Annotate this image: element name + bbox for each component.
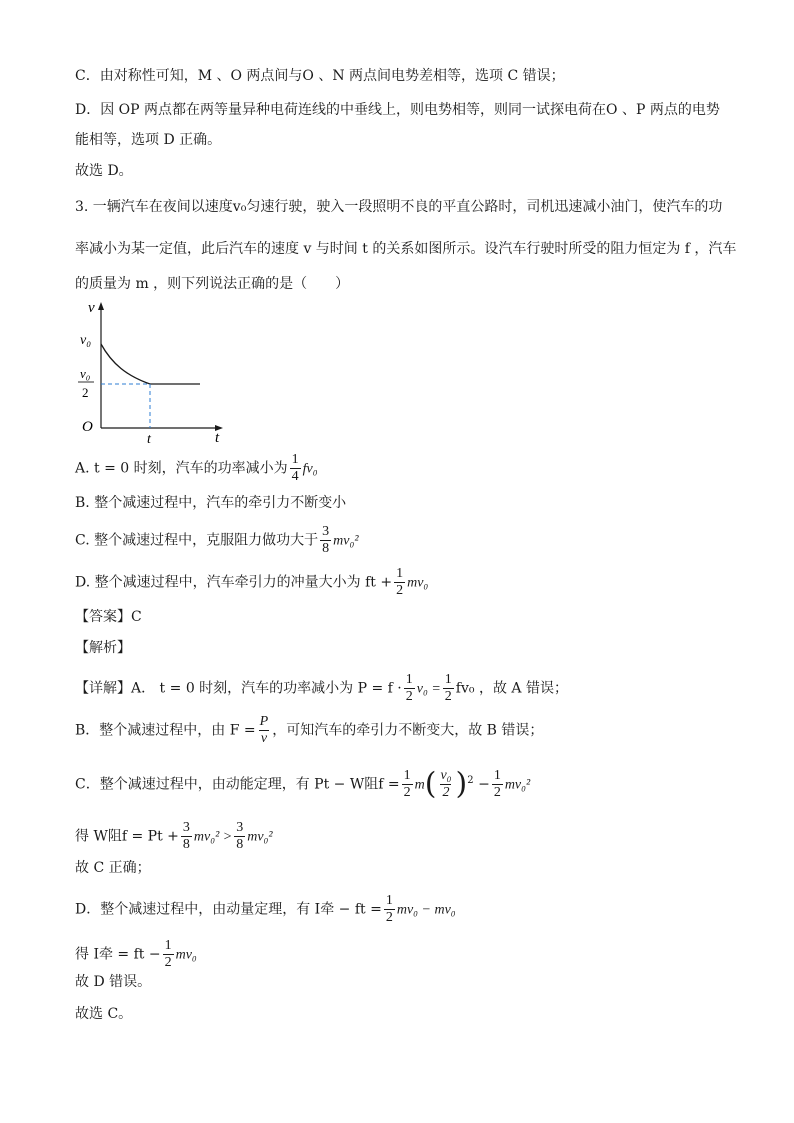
- analysis-label: 【解析】: [75, 640, 131, 656]
- solution-b-fraction: $\frac{P}{v}$: [259, 714, 269, 746]
- v-axis-arrow: [98, 302, 104, 310]
- origin-label: O: [82, 419, 93, 435]
- velocity-curve: [101, 344, 150, 384]
- solution-a-post: fv₀ ，故 A 错误；: [455, 680, 568, 697]
- solution-c2: [75, 820, 273, 853]
- solution-d3: 故 D 错误。: [75, 974, 152, 990]
- solution-d-fraction: $\frac{1}{2}$: [385, 893, 393, 925]
- solution-c-inner-fraction: $\frac{\text{v₀}}{2}$: [440, 768, 452, 800]
- answer-label: 【答案】C: [75, 609, 142, 625]
- solution-d2-fraction: $\frac{1}{2}$: [164, 938, 172, 970]
- solution-c-minus: −: [478, 776, 490, 793]
- solution-d2-text: 得 I牵 = ft −: [75, 946, 161, 963]
- option-d-text: D. 整个减速过程中，汽车牵引力的冲量大小为 ft +: [75, 574, 393, 591]
- solution-c-post: mv₀²: [504, 777, 531, 793]
- question-line3: 的质量为 m ，则下列说法正确的是（ ）: [75, 276, 350, 292]
- question-line2: 率减小为某一定值，此后汽车的速度 v 与时间 t 的关系如图所示。设汽车行驶时所受的阻力恒定为 f ，汽车: [75, 241, 737, 257]
- solution-d: [75, 893, 456, 926]
- option-c-text: C. 整个减速过程中，克服阻力做功大于: [75, 532, 319, 549]
- solution-c-m: m: [414, 777, 425, 793]
- v0-half-den: 2: [82, 385, 89, 400]
- option-c-value: mv₀²: [333, 533, 359, 549]
- solution-c2-frac1: $\frac{3}{8}$: [182, 820, 190, 852]
- solution-a-text: 【详解】A． t = 0 时刻，汽车的功率减小为 P = f ·: [75, 680, 402, 697]
- prev-option-d-line2: 能相等，选项 D 正确。: [75, 132, 222, 148]
- v0-label: v₀: [80, 333, 92, 348]
- prev-choose: 故选 D。: [75, 163, 133, 179]
- solution-c2-mid: mv₀² >: [193, 829, 233, 845]
- solution-c-text: C．整个减速过程中，由动能定理，有 Pt − W阻f =: [75, 776, 400, 793]
- solution-d-post: mv₀ − mv₀: [396, 902, 456, 918]
- option-d-fraction: $\frac{1}{2}$: [396, 566, 404, 598]
- solution-c: C．整个减速过程中，由动能定理，有 Pt − W阻f = $\frac{1}{2}$ m( $\frac{\text{v₀}}{2}$ )$^2$ − $\frac{1}{2}$ mv₀²: [75, 766, 531, 802]
- velocity-time-graph: [72, 296, 232, 448]
- solution-a-mid: v₀ =: [416, 681, 441, 697]
- prev-option-c: C．由对称性可知，M 、O 两点间与O 、N 两点间电势差相等，选项 C 错误；: [75, 68, 565, 84]
- v0-half-num: v₀: [80, 366, 91, 381]
- solution-c2-text: 得 W阻f = Pt +: [75, 828, 179, 845]
- solution-b-post: ，可知汽车的牵引力不断变大，故 B 错误；: [272, 722, 544, 739]
- solution-d-text: D．整个减速过程中，由动量定理，有 I牵 − ft =: [75, 901, 382, 918]
- t-axis-label: t: [215, 430, 220, 446]
- option-c-fraction: $\frac{3}{8}$: [322, 524, 330, 556]
- option-a: [75, 452, 318, 485]
- option-d-value: mv₀: [407, 575, 429, 591]
- solution-a-frac2: $\frac{1}{2}$: [444, 672, 452, 704]
- solution-b-text: B．整个减速过程中，由 F =: [75, 722, 256, 739]
- option-a-fraction: $\frac{1}{4}$: [291, 452, 299, 484]
- solution-c2-frac2: $\frac{3}{8}$: [236, 820, 244, 852]
- option-c: [75, 524, 359, 557]
- solution-c-frac1: $\frac{1}{2}$: [403, 768, 411, 800]
- option-a-value: fv₀: [302, 461, 318, 477]
- option-d: [75, 566, 428, 599]
- solution-b: [75, 714, 543, 747]
- solution-c3: 故 C 正确；: [75, 860, 151, 876]
- option-a-text: A. t = 0 时刻，汽车的功率减小为: [75, 460, 288, 477]
- solution-c-frac2: $\frac{1}{2}$: [493, 768, 501, 800]
- solution-choose: 故选 C。: [75, 1006, 133, 1022]
- solution-d2-post: mv₀: [175, 947, 197, 963]
- question-line1: 3. 一辆汽车在夜间以速度v₀匀速行驶，驶入一段照明不良的平直公路时，司机迅速减小油门，使汽车的功: [75, 199, 723, 215]
- solution-a-frac1: $\frac{1}{2}$: [405, 672, 413, 704]
- solution-a: [75, 672, 568, 705]
- solution-d2: [75, 938, 197, 971]
- option-b: B. 整个减速过程中，汽车的牵引力不断变小: [75, 495, 347, 511]
- v-axis-label: v: [88, 300, 95, 316]
- prev-option-d-line1: D．因 OP 两点都在两等量异种电荷连线的中垂线上，则电势相等，则同一试探电荷在O 、P 两点的电势: [75, 102, 720, 118]
- solution-c2-post: mv₀²: [247, 829, 273, 845]
- t-mark-label: t: [147, 432, 151, 447]
